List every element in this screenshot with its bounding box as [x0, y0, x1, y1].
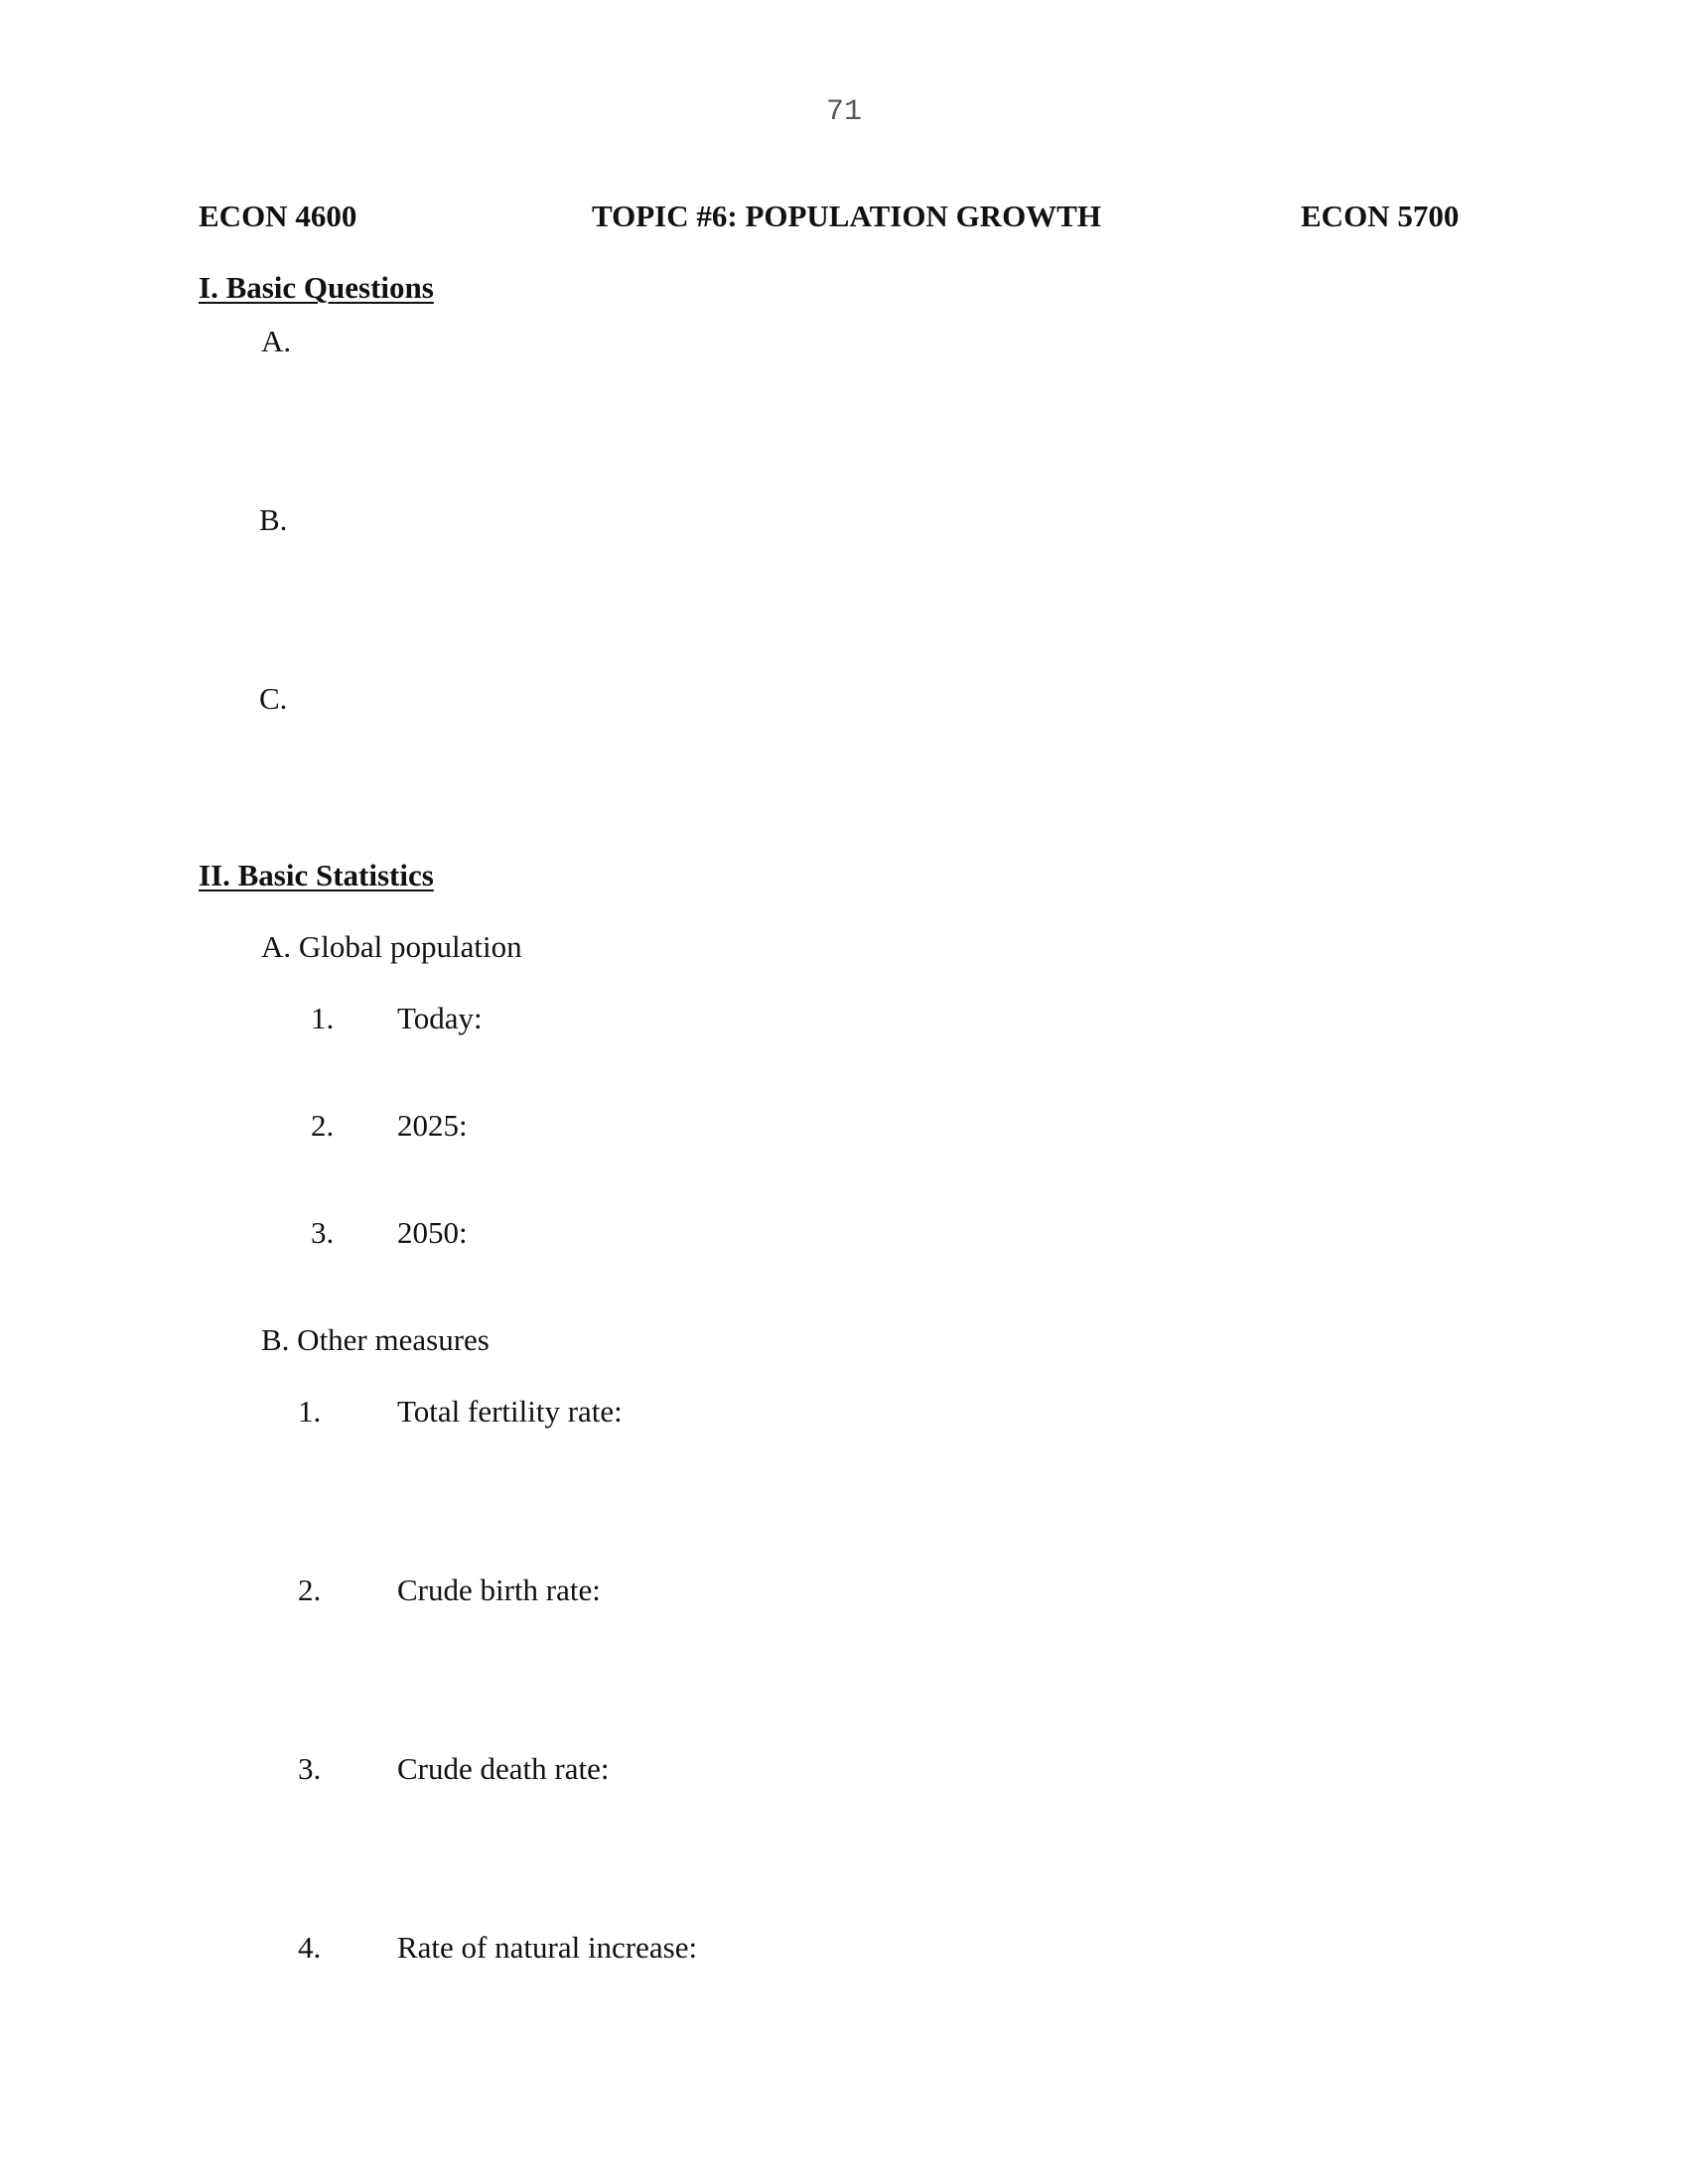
- course-code-left: ECON 4600: [199, 199, 357, 233]
- list-item-text: Crude death rate:: [397, 1751, 610, 1786]
- topic-title: TOPIC #6: POPULATION GROWTH: [592, 199, 1101, 233]
- subsection-label: B. Other measures: [261, 1322, 490, 1357]
- subsection-label: A. Global population: [261, 929, 522, 964]
- course-code-right: ECON 5700: [1301, 199, 1460, 233]
- list-item-number: 2.: [311, 1108, 335, 1143]
- list-item-number: 1.: [311, 1001, 335, 1035]
- list-item-text: 2025:: [397, 1108, 468, 1143]
- question-item: B.: [259, 502, 288, 537]
- section-heading: II. Basic Statistics: [199, 858, 434, 892]
- list-item-text: Total fertility rate:: [397, 1394, 623, 1429]
- list-item-number: 2.: [298, 1572, 322, 1607]
- page-number: 71: [825, 95, 862, 129]
- section-heading: I. Basic Questions: [199, 270, 434, 305]
- list-item-number: 4.: [298, 1930, 322, 1965]
- list-item-text: Crude birth rate:: [397, 1572, 601, 1607]
- list-item-text: Rate of natural increase:: [397, 1930, 698, 1965]
- question-item: A.: [261, 324, 292, 358]
- question-item: C.: [259, 681, 288, 716]
- list-item-text: Today:: [397, 1001, 483, 1035]
- list-item-number: 1.: [298, 1394, 322, 1429]
- list-item-number: 3.: [298, 1751, 322, 1786]
- list-item-text: 2050:: [397, 1215, 468, 1250]
- list-item-number: 3.: [311, 1215, 335, 1250]
